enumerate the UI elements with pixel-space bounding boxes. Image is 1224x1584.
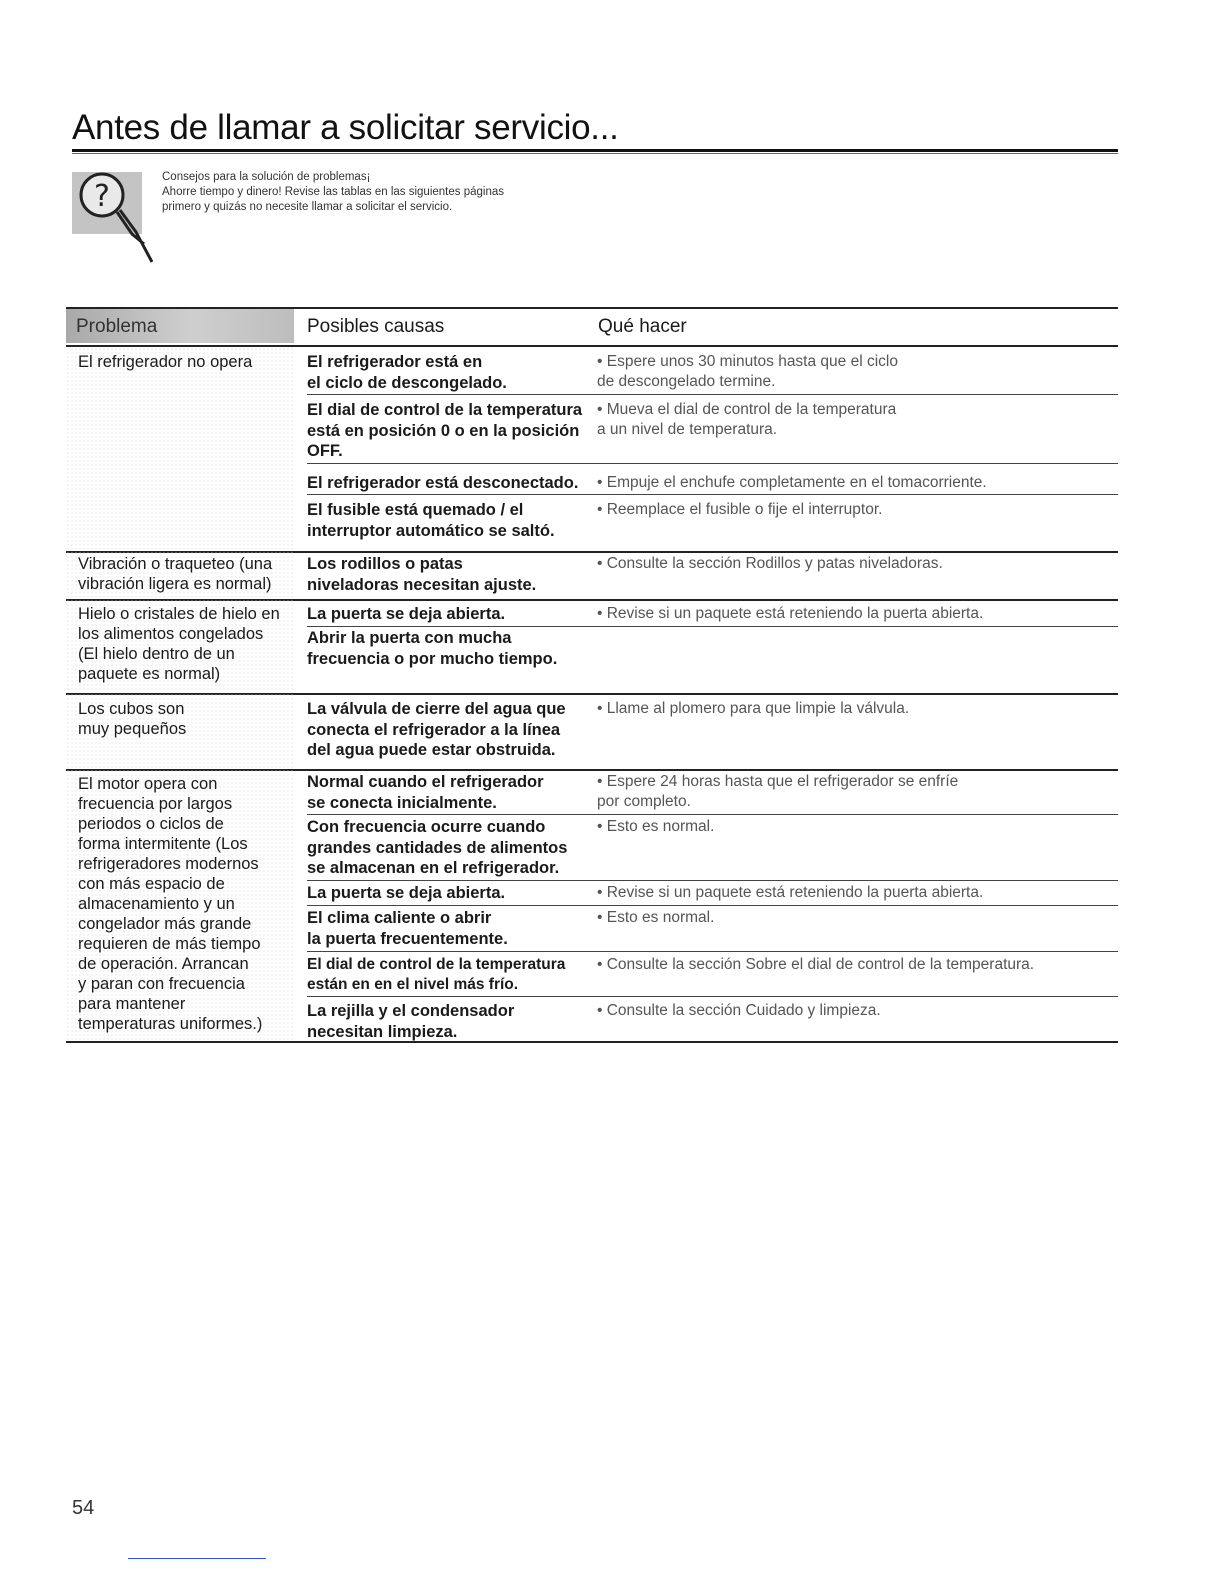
cause-rule xyxy=(307,880,1118,881)
todo-text: • Espere unos 30 minutos hasta que el ciclo de descongelado termine. xyxy=(597,353,898,390)
problem-cell xyxy=(66,599,294,693)
tips-text xyxy=(162,170,602,215)
problem-cell xyxy=(66,769,294,1043)
cause-rule xyxy=(307,996,1118,997)
cause-text: El fusible está quemado / el interruptor automático se saltó. xyxy=(307,501,555,540)
todo-text: • Revise si un paquete está reteniendo la puerta abierta. xyxy=(597,884,984,901)
cause-text: El refrigerador está desconectado. xyxy=(307,474,579,492)
todo-text: • Espere 24 horas hasta que el refrigerador se enfríe por completo. xyxy=(597,773,959,810)
cause-rule xyxy=(307,626,1118,627)
problem-cell xyxy=(66,551,294,599)
title-rule xyxy=(72,149,1118,152)
todo-text: • Consulte la sección Rodillos y patas niveladoras. xyxy=(597,555,943,572)
cause-rule xyxy=(307,494,1118,495)
todo-text: • Mueva el dial de control de la temperatura a un nivel de temperatura. xyxy=(597,401,897,438)
cause-text: El dial de control de la temperatura está en posición 0 o en la posición OFF. xyxy=(307,401,583,460)
todo-text: • Esto es normal. xyxy=(597,818,715,835)
problem-text: El refrigerador no opera xyxy=(78,353,253,371)
todo-text: • Consulte la sección Sobre el dial de control de la temperatura. xyxy=(597,956,1035,973)
cause-text: El dial de control de la temperatura están en en el nivel más frío. xyxy=(307,956,566,993)
cause-text: La válvula de cierre del agua que conecta el refrigerador a la línea del agua puede estar obstruida. xyxy=(307,700,566,759)
todo-text: • Reemplace el fusible o fije el interruptor. xyxy=(597,501,883,518)
problem-cell xyxy=(66,347,294,551)
table-row xyxy=(66,769,1118,1043)
header-problem: Problema xyxy=(76,316,158,337)
cause-text: Abrir la puerta con mucha frecuencia o por mucho tiempo. xyxy=(307,629,558,668)
todo-text: • Consulte la sección Cuidado y limpieza. xyxy=(597,1002,881,1019)
cause-rule xyxy=(307,463,1118,464)
tips-line: Ahorre tiempo y dinero! Revise las tablas en las siguientes páginas xyxy=(162,186,504,198)
cause-text: La rejilla y el condensador necesitan limpieza. xyxy=(307,1002,515,1041)
problem-cell xyxy=(66,693,294,769)
cause-text: El clima caliente o abrir la puerta frecuentemente. xyxy=(307,909,508,948)
cause-text: Normal cuando el refrigerador se conecta inicialmente. xyxy=(307,773,544,812)
page-title: Antes de llamar a solicitar servicio... xyxy=(72,108,619,147)
tips-line: primero y quizás no necesite llamar a solicitar el servicio. xyxy=(162,201,453,213)
table-row xyxy=(66,551,1118,599)
todo-text: • Empuje el enchufe completamente en el tomacorriente. xyxy=(597,474,987,491)
table-row xyxy=(66,347,1118,551)
table-bottom-rule xyxy=(66,1041,1118,1043)
table-row xyxy=(66,693,1118,769)
header-todo: Qué hacer xyxy=(598,316,687,337)
todo-text: • Esto es normal. xyxy=(597,909,715,926)
header-causes: Posibles causas xyxy=(307,316,445,337)
magnifier-question-icon xyxy=(72,162,162,270)
table-header xyxy=(66,309,1118,345)
cause-text: Los rodillos o patas niveladoras necesitan ajuste. xyxy=(307,555,537,594)
problem-text: Hielo o cristales de hielo en los alimentos congelados (El hielo dentro de un paquete es normal) xyxy=(78,605,280,683)
cause-text: Con frecuencia ocurre cuando grandes cantidades de alimentos se almacenan en el refrigerador. xyxy=(307,818,568,877)
cause-rule xyxy=(307,951,1118,952)
svg-text:?: ? xyxy=(94,179,110,214)
cause-rule xyxy=(307,814,1118,815)
problem-text: El motor opera con frecuencia por largos periodos o ciclos de forma intermitente (Los refrigeradores modernos con más espacio de almacenamiento y un congelador más grande requieren de más tiempo de operación. Arrancan y paran con frecuencia para mantener temperaturas uniformes.) xyxy=(78,775,263,1033)
header-problem-cell xyxy=(66,309,294,343)
table-row xyxy=(66,599,1118,693)
cause-text: La puerta se deja abierta. xyxy=(307,605,506,623)
problem-text: Los cubos son muy pequeños xyxy=(78,700,187,738)
footer-link-line xyxy=(128,1558,266,1559)
todo-text: • Revise si un paquete está reteniendo la puerta abierta. xyxy=(597,605,984,622)
todo-text: • Llame al plomero para que limpie la válvula. xyxy=(597,700,910,717)
tips-line: Consejos para la solución de problemas¡ xyxy=(162,171,371,183)
cause-rule xyxy=(307,394,1118,395)
cause-text: La puerta se deja abierta. xyxy=(307,884,506,902)
cause-text: El refrigerador está en el ciclo de descongelado. xyxy=(307,353,507,392)
title-rule-thin xyxy=(72,153,1118,154)
cause-rule xyxy=(307,905,1118,906)
problem-text: Vibración o traqueteo (una vibración ligera es normal) xyxy=(78,555,273,593)
page-number: 54 xyxy=(72,1497,95,1519)
